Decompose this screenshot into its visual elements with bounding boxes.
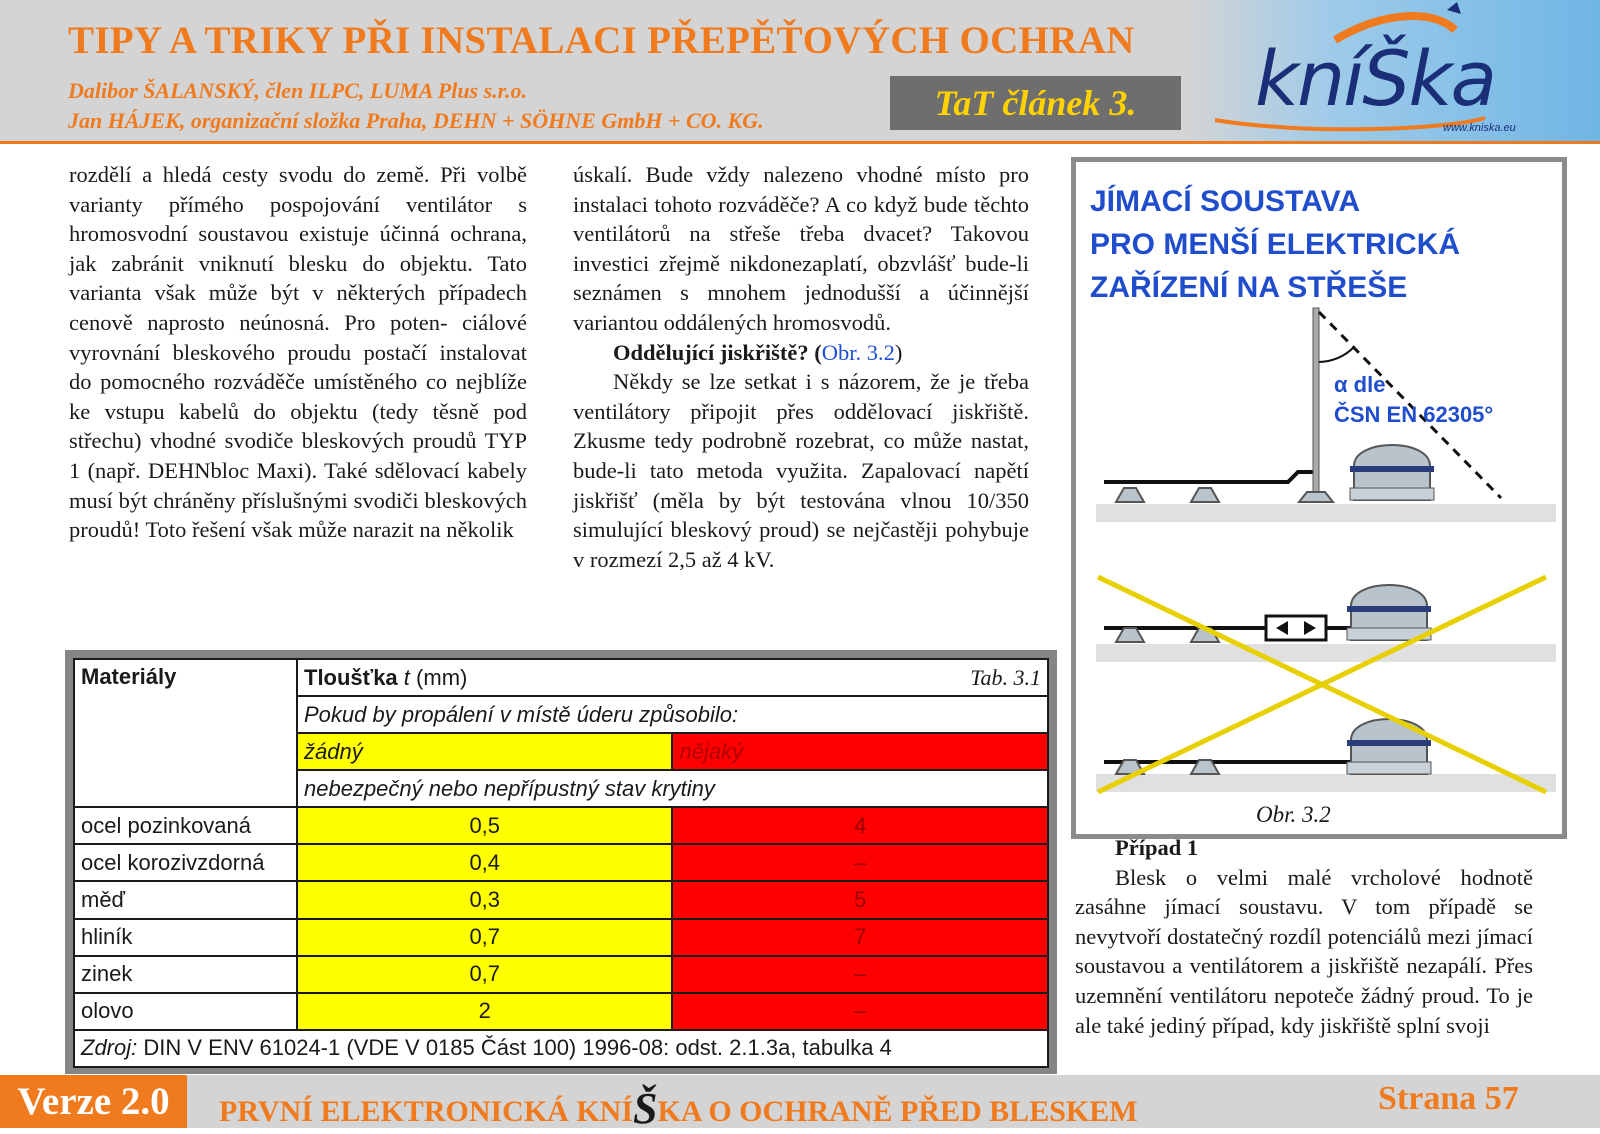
page-footer bbox=[0, 1075, 1600, 1133]
table-condition: Pokud by propálení v místě úderu způsobilo: bbox=[297, 696, 1048, 733]
subheading: Oddělující jiskřiště? (Obr. 3.2) bbox=[613, 339, 903, 365]
alpha-label: α dle bbox=[1334, 372, 1386, 397]
figure-3-2 bbox=[1071, 157, 1567, 839]
figure-reference-link[interactable]: Obr. 3.2 bbox=[821, 339, 895, 365]
roof-ventilator-icon bbox=[1347, 719, 1431, 774]
table-label: Tab. 3.1 bbox=[970, 664, 1041, 690]
table-header-materials: Materiály bbox=[74, 659, 297, 807]
table-header-thickness: Tloušťka t (mm) Tab. 3.1 bbox=[297, 659, 1048, 696]
figure-caption: Obr. 3.2 bbox=[1256, 802, 1331, 827]
kniska-logo bbox=[1185, 0, 1600, 141]
materials-table bbox=[73, 658, 1049, 1068]
table-source: Zdroj: DIN V ENV 61024-1 (VDE V 0185 Část 100) 1996-08: odst. 2.1.3a, tabulka 4 bbox=[74, 1030, 1048, 1067]
spark-gap-icon bbox=[1266, 616, 1326, 640]
roof-ventilator-icon bbox=[1347, 585, 1431, 640]
figure-title: JÍMACÍ SOUSTAVA PRO MENŠÍ ELEKTRICKÁ ZAŘÍZENÍ NA STŘEŠE bbox=[1090, 185, 1461, 304]
support-block-icon bbox=[1116, 488, 1144, 502]
table-frame bbox=[65, 650, 1057, 1074]
paragraph: úskalí. Bude vždy nalezeno vhodné místo pro instalaci tohoto rozváděče? A co když bude těchto ventilátorů na střeše třeba dvacet? Takovou investici zřejmě nikdonezaplatí, obzvlášť bude-li seznámen s mnohem jednodušší a účinnější variantou oddálených hromosvodů. bbox=[573, 162, 1029, 335]
table-row: ocel pozinkovaná 0,5 4 bbox=[74, 807, 1048, 844]
author-line-1: Dalibor ŠALANSKÝ, člen ILPC, LUMA Plus s.r.o. bbox=[68, 78, 528, 103]
text-column-2 bbox=[573, 160, 1029, 574]
logo-wordmark: kníŠka bbox=[1255, 34, 1496, 123]
air-termination-rod-icon bbox=[1313, 308, 1319, 494]
article-badge: TaT článek 3. bbox=[890, 76, 1181, 130]
version-badge: Verze 2.0 bbox=[0, 1075, 187, 1128]
roof-surface bbox=[1096, 504, 1556, 522]
table-row: měď 0,3 5 bbox=[74, 881, 1048, 918]
page-number: Strana 57 bbox=[1378, 1080, 1519, 1117]
norm-label: ČSN EN 62305° bbox=[1334, 402, 1494, 427]
roof-ventilator-icon bbox=[1350, 445, 1434, 500]
table-danger-note: nebezpečný nebo nepřípustný stav krytiny bbox=[297, 770, 1048, 807]
table-row: zinek 0,7 – bbox=[74, 956, 1048, 993]
text-column-1 bbox=[69, 160, 527, 545]
conductor-wire bbox=[1104, 472, 1314, 482]
support-block-icon bbox=[1191, 488, 1219, 502]
article-title: TIPY A TRIKY PŘI INSTALACI PŘEPĚŤOVÝCH OCHRAN bbox=[68, 19, 1135, 62]
case-heading: Případ 1 bbox=[1115, 835, 1199, 860]
table-row: hliník 0,7 7 bbox=[74, 919, 1048, 956]
paragraph: rozdělí a hledá cesty svodu do země. Při volbě varianty přímého pospojování ventilátor s hromosvodní soustavou existuje účinná ochrana, jak zabránit vniknutí blesku do objektu. Tato varianta však může být v některých případech cenově naprosto neúnosná. Pro poten- ciálové vyrovnání bleskového proudu postačí instalovat do pomocného rozváděče umístěného co nejblíže ke vstupu kabelů do objektu (tedy těsně pod střechu) vhodné svodiče bleskových proudů TYP 1 (např. DEHNbloc Maxi). Také sdělovací kabely musí být chráněny příslušnými svodiči bleskových proudů! Toto řešení však může narazit na několik bbox=[69, 162, 527, 543]
logo-url: www.kniska.eu bbox=[1443, 122, 1516, 134]
header-divider bbox=[0, 141, 1600, 144]
paragraph: Blesk o velmi malé vrcholové hodnotě zasáhne jímací soustavu. V tom případě se nevytvoří dostatečný rozdíl potenciálů mezi jímací soustavou a ventilátorem a jiskřiště nezapálí. Přes uzemnění ventilátoru nepoteče žádný proud. To je ale také jediný případ, kdy jiskřiště splní svoji bbox=[1075, 864, 1533, 1038]
table-row: olovo 2 – bbox=[74, 993, 1048, 1030]
table-header-none: žádný bbox=[297, 733, 672, 770]
footer-title: PRVNÍ ELEKTRONICKÁ KNÍŠKA O OCHRANĚ PŘED BLESKEM bbox=[219, 1084, 1138, 1133]
author-line-2: Jan HÁJEK, organizační složka Praha, DEHN + SÖHNE GmbH + CO. KG. bbox=[68, 108, 764, 133]
text-column-3 bbox=[1075, 833, 1533, 1040]
table-row: ocel korozivzdorná 0,4 – bbox=[74, 844, 1048, 881]
table-header-some: nějaký bbox=[672, 733, 1048, 770]
paragraph: Někdy se lze setkat i s názorem, že je třeba ventilátory připojit přes oddělovací jiskřiště. Zkusme tedy podrobně rozebrat, co může nastat, bude-li tato metoda využita. Zapalovací napětí jiskřišť (měla by být testována vlnou 10/350 simulující bleskový proud) se nejčastěji pohybuje v rozmezí 2,5 až 4 kV. bbox=[573, 369, 1029, 572]
figure-diagram bbox=[1076, 162, 1562, 834]
page-header bbox=[0, 0, 1600, 143]
